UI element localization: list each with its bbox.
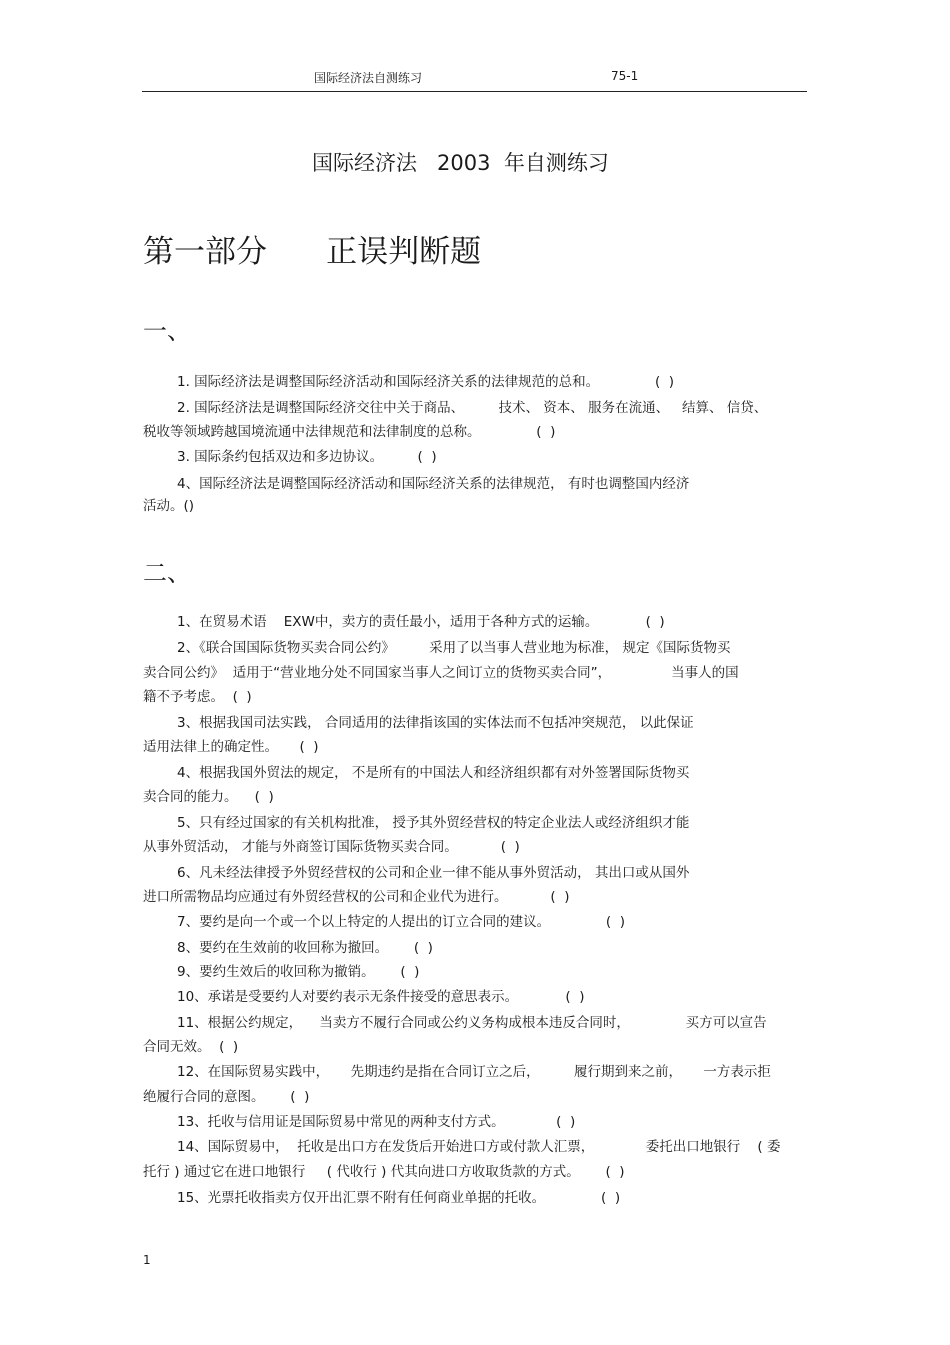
section-2-label: 二、 [143, 559, 191, 587]
question-text-line: 2. 国际经济法是调整国际经济交往中关于商品、 技术、 资本、 服务在流通、 结算、 信贷、 [177, 400, 768, 416]
question-text-line: 4、国际经济法是调整国际经济活动和国际经济关系的法律规范， 有时也调整国内经济 [177, 476, 690, 492]
question-text-line: 12、在国际贸易实践中， 先期违约是指在合同订立之后， 履行期到来之前， 一方表示拒 [177, 1064, 771, 1080]
question-text-line: 托行 ) 通过它在进口地银行 ( 代收行 ) 代其向进口方收取货款的方式。 ( ) [143, 1164, 625, 1180]
question-text-line: 1. 国际经济法是调整国际经济活动和国际经济关系的法律规范的总和。 ( ) [177, 374, 675, 390]
question-text-line: 卖合同的能力。 ( ) [143, 789, 274, 805]
question-text-line: 4、根据我国外贸法的规定， 不是所有的中国法人和经济组织都有对外签署国际货物买 [177, 765, 690, 781]
question-text-line: 2、《联合国国际货物买卖合同公约》 采用了以当事人营业地为标准， 规定《国际货物买 [177, 640, 731, 656]
question-text-line: 合同无效。 ( ) [143, 1039, 239, 1055]
question-text-line: 13、托收与信用证是国际贸易中常见的两种支付方式。 ( ) [177, 1114, 576, 1130]
question-text-line: 14、国际贸易中， 托收是出口方在发货后开始进口方或付款人汇票， 委托出口地银行 ( 委 [177, 1139, 781, 1155]
running-header-page-code: 75-1 [611, 69, 639, 83]
question-text-line: 活动。() [143, 498, 195, 514]
question-text-line: 绝履行合同的意图。 ( ) [143, 1089, 310, 1105]
question-text-line: 税收等领域跨越国境流通中法律规范和法律制度的总称。 ( ) [143, 424, 556, 440]
question-text-line: 1、在贸易术语 EXW中，卖方的责任最小，适用于各种方式的运输。 ( ) [177, 614, 665, 630]
question-text-line: 11、根据公约规定， 当卖方不履行合同或公约义务构成根本违反合同时， 买方可以宣告 [177, 1015, 767, 1031]
question-text-line: 籍不予考虑。 ( ) [143, 689, 252, 705]
question-text-line: 从事外贸活动， 才能与外商签订国际货物买卖合同。 ( ) [143, 839, 520, 855]
question-text-line: 5、只有经过国家的有关机构批准， 授予其外贸经营权的特定企业法人或经济组织才能 [177, 815, 690, 831]
page-number: 1 [143, 1253, 151, 1267]
part-heading: 第一部分 正误判断题 [143, 234, 482, 270]
question-text-line: 10、承诺是受要约人对要约表示无条件接受的意思表示。 ( ) [177, 989, 585, 1005]
question-text-line: 8、要约在生效前的收回称为撤回。 ( ) [177, 940, 433, 956]
question-text-line: 7、要约是向一个或一个以上特定的人提出的订立合同的建议。 ( ) [177, 914, 625, 930]
question-text-line: 9、要约生效后的收回称为撤销。 ( ) [177, 964, 420, 980]
question-text-line: 卖合同公约》 适用于“营业地分处不同国家当事人之间订立的货物买卖合同”， 当事人的国 [143, 665, 739, 681]
question-text-line: 3、根据我国司法实践， 合同适用的法律指该国的实体法而不包括冲突规范， 以此保证 [177, 715, 694, 731]
running-header-title: 国际经济法自测练习 [314, 71, 423, 85]
question-text-line: 15、光票托收指卖方仅开出汇票不附有任何商业单据的托收。 ( ) [177, 1190, 621, 1206]
section-1-label: 一、 [143, 317, 191, 345]
question-text-line: 6、凡未经法律授予外贸经营权的公司和企业一律不能从事外贸活动， 其出口或从国外 [177, 865, 690, 881]
question-text-line: 适用法律上的确定性。 ( ) [143, 739, 319, 755]
header-rule [142, 91, 807, 92]
document-title: 国际经济法 2003 年自测练习 [312, 151, 609, 175]
question-text-line: 3. 国际条约包括双边和多边协议。 ( ) [177, 449, 437, 465]
question-text-line: 进口所需物品均应通过有外贸经营权的公司和企业代为进行。 ( ) [143, 889, 570, 905]
